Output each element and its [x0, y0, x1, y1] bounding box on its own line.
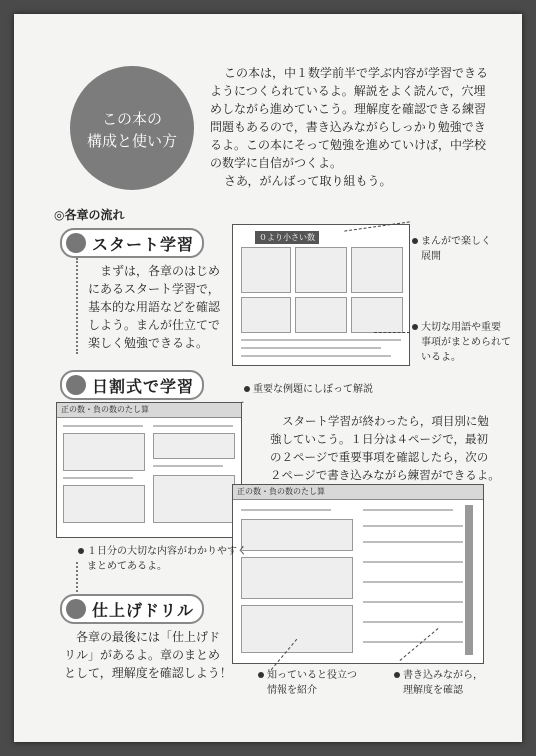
intro-line: めしながら進めていこう。理解度を確認できる練習 — [210, 102, 487, 116]
start-body — [88, 262, 238, 352]
note-line: 理解度を確認 — [403, 685, 463, 696]
daily-note-left — [78, 544, 278, 574]
note-line: 重要な例題にしぼって解説 — [253, 384, 373, 395]
start-page-thumbnail — [232, 224, 410, 366]
note-line: 展開 — [421, 251, 441, 262]
intro-line: さあ，がんばって取り組もう。 — [224, 174, 392, 188]
thumb-title: 正の数・負の数のたし算 — [57, 403, 241, 418]
daily-line: ２ページで書き込みながら練習ができるよ。 — [270, 468, 500, 482]
note-line: 大切な用語や重要 — [421, 322, 501, 333]
bullet-icon — [412, 324, 418, 330]
thumb-title: ０より小さい数 — [255, 231, 319, 244]
note-line: １日分の大切な内容がわかりやすく — [87, 546, 247, 557]
bullet-icon — [78, 548, 84, 554]
intro-line: るよ。この本にそって勉強を進めていけば，中学校 — [210, 138, 487, 152]
intro-line: ようにつくられているよ。解説をよく読んで，穴埋 — [210, 84, 486, 98]
drill-note-right — [394, 668, 514, 698]
start-note-manga — [412, 234, 522, 264]
daily-line: 強していこう。１日分は４ページで，最初 — [270, 432, 489, 446]
start-line: 楽しく勉強できるよ。 — [88, 336, 209, 350]
intro-line: この本は，中１数学前半で学ぶ内容が学習できる — [224, 66, 489, 80]
bullet-icon — [244, 386, 250, 392]
circle-line-1: この本の — [101, 110, 162, 128]
drill-body — [64, 628, 264, 682]
drill-line: 各章の最後には「仕上げド — [76, 630, 221, 644]
note-line: まんがで楽しく — [421, 236, 491, 247]
daily-title: 日割式で学習 — [92, 377, 195, 396]
note-line: 知っていると役立つ — [267, 670, 357, 681]
dashed-arrow — [374, 332, 410, 333]
note-line: いるよ。 — [421, 352, 461, 363]
circle-line-2: 構成と使い方 — [86, 132, 177, 150]
thumb-title: 正の数・負の数のたし算 — [233, 485, 483, 500]
bullet-icon — [394, 672, 400, 678]
bullet-icon — [66, 233, 86, 253]
daily-line: スタート学習が終わったら，項目別に勉 — [282, 414, 489, 428]
section-heading: ◎各章の流れ — [54, 208, 125, 222]
note-line: 情報を紹介 — [267, 685, 317, 696]
daily-note-top — [244, 382, 444, 397]
dotted-line — [76, 562, 78, 592]
drill-title: 仕上げドリル — [92, 601, 195, 620]
daily-line: の２ページで重要事項を確認したら，次の — [270, 450, 489, 464]
daily-page-thumbnail-2 — [232, 484, 484, 664]
drill-line: リル」があるよ。章のまとめ — [64, 648, 221, 662]
daily-page-thumbnail-1 — [56, 402, 242, 538]
note-line: 事項がまとめられて — [421, 337, 511, 348]
intro-text — [210, 64, 490, 190]
start-line: 基本的な用語などを確認 — [88, 300, 221, 314]
start-line: まずは，各章のはじめ — [100, 264, 221, 278]
note-line: 書き込みながら， — [403, 670, 483, 681]
book-page — [14, 14, 522, 742]
drill-note-left — [258, 668, 378, 698]
daily-body — [270, 412, 520, 484]
drill-pill — [60, 594, 204, 624]
drill-line: として，理解度を確認しよう！ — [64, 666, 232, 680]
start-pill — [60, 228, 204, 258]
start-line: にあるスタート学習で， — [88, 282, 220, 296]
daily-pill — [60, 370, 204, 400]
note-line: まとめてあるよ。 — [87, 561, 167, 572]
bullet-icon — [66, 375, 86, 395]
start-line: しよう。まんが仕立てで — [88, 318, 221, 332]
bullet-icon — [258, 672, 264, 678]
intro-line: の数学に自信がつくよ。 — [210, 156, 343, 170]
intro-circle — [70, 66, 194, 190]
bullet-icon — [412, 238, 418, 244]
intro-line: 問題もあるので，書き込みながらしっかり勉強でき — [210, 120, 486, 134]
start-note-terms — [412, 320, 522, 365]
start-title: スタート学習 — [92, 235, 195, 254]
dotted-line — [76, 258, 78, 354]
bullet-icon — [66, 599, 86, 619]
